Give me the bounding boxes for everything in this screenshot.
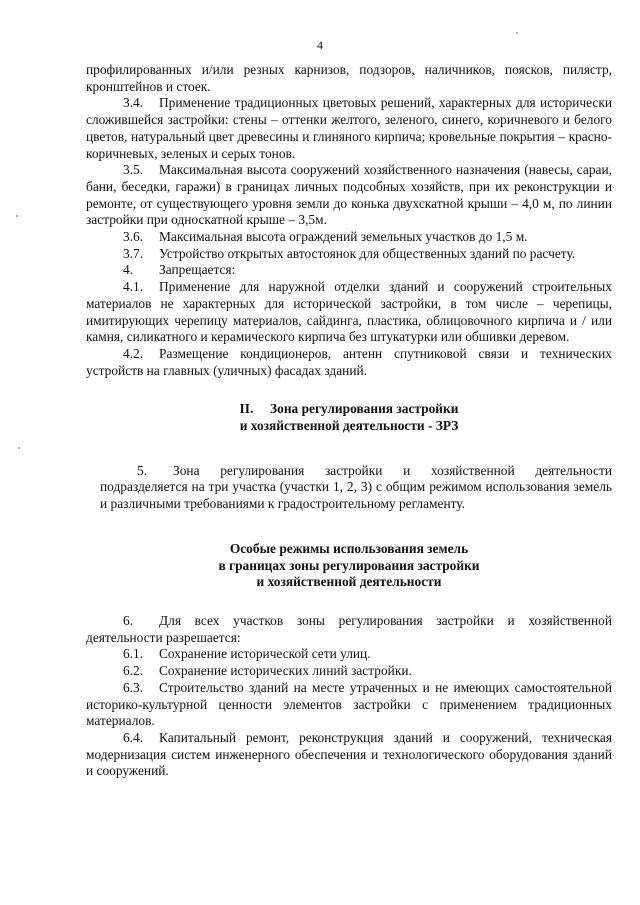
- special-regimes-heading-line1: Особые режимы использования земель: [229, 540, 469, 556]
- clause-6: 6. Для всех участков зоны регулирования застройки и хозяйственной деятельности разрешается:: [86, 612, 612, 645]
- document-body: [86, 62, 612, 780]
- page-number: 4: [317, 38, 323, 52]
- continuation-paragraph: профилированных и/или резных карнизов, подзоров, наличников, поясков, пилястр, кронштейнов и стоек.: [86, 62, 612, 94]
- clause-3-6: 3.6. Максимальная высота ограждений земельных участков до 1,5 м.: [123, 229, 528, 245]
- clause-5: 5. Зона регулирования застройки и хозяйственной деятельности подразделяется на три участка (участки 1, 2, 3) с общим режимом использования земель и различными требованиями к градостроительному регламенту.: [100, 462, 612, 512]
- clause-3-5: 3.5. Максимальная высота сооружений хозяйственного назначения (навесы, сараи, бани, беседки, гаражи) в границах личных подсобных хозяйств, при их реконструкции и ремонте, от существующего уровня земли до конька двухскатной крыши – 4,0 м, по линии застройки при односкатной крыше – 3,5м.: [86, 162, 612, 228]
- clause-4-2: 4.2. Размещение кондиционеров, антенн спутниковой связи и технических устройств на главных (уличных) фасадах зданий.: [86, 345, 612, 378]
- special-regimes-heading-line3: и хозяйственной деятельности: [256, 574, 442, 590]
- scan-speck: [18, 447, 20, 449]
- clause-3-7: 3.7. Устройство открытых автостоянок для общественных зданий по расчету.: [123, 245, 576, 261]
- section-2-block: [86, 463, 612, 513]
- clause-6-2: 6.2. Сохранение исторических линий застройки.: [123, 663, 412, 679]
- scan-speck: [16, 215, 18, 217]
- clause-6-1: 6.1. Сохранение исторической сети улиц.: [123, 646, 371, 662]
- section-2-heading-line1: II. Зона регулирования застройки: [239, 401, 459, 417]
- section-2-heading-line2: и хозяйственной деятельности - ЗРЗ: [239, 418, 459, 434]
- scan-speck: [516, 32, 518, 34]
- clause-6-4: 6.4. Капитальный ремонт, реконструкция зданий и сооружений, техническая модернизация систем инженерного обеспечения и технологического оборудования зданий и сооружений.: [86, 729, 612, 779]
- clause-4: 4. Запрещается:: [123, 262, 236, 278]
- clause-4-1: 4.1. Применение для наружной отделки зданий и сооружений строительных материалов не характерных для исторической застройки, в том числе – черепицы, имитирующих черепицу материалов, сайдинга, пластика, облицовочного кирпича и / или камня, силикатного и керамического кирпича без штукатурки или обшивки деревом.: [86, 279, 612, 345]
- clause-3-4: 3.4. Применение традиционных цветовых решений, характерных для исторически сложившейся застройки: стены – оттенки желтого, зеленого, синего, коричневого и белого цветов, натуральный цвет древесины и глиняного кирпича; кровельные покрытия – красно-коричневых, зеленых и серых тонов.: [86, 95, 612, 161]
- clause-6-3: 6.3. Строительство зданий на месте утраченных и не имеющих самостоятельной историко-культурной ценности элементов застройки с применением традиционных материалов.: [86, 679, 612, 729]
- special-regimes-heading-line2: в границах зоны регулирования застройки: [218, 557, 480, 573]
